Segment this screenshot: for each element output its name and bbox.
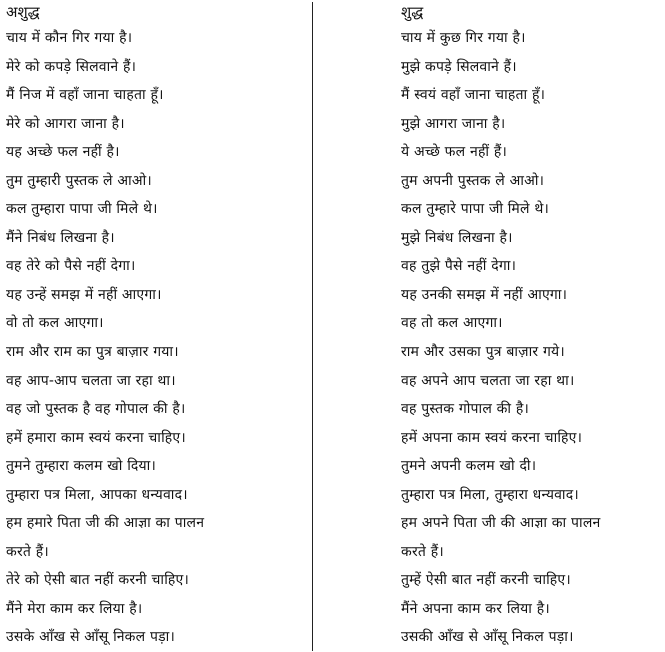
sentence-line: मैं निज में वहाँ जाना चाहता हूँ। [6,87,164,104]
correct-heading: शुद्ध [401,3,424,21]
sentence-line: हम अपने पिता जी की आज्ञा का पालन [401,515,601,532]
incorrect-heading: अशुद्ध [6,3,40,21]
sentence-line: वो तो कल आएगा। [6,315,104,332]
sentence-line: मुझे निबंध लिखना है। [401,229,513,246]
sentence-line: मैंने निबंध लिखना है। [6,229,115,246]
sentence-line: तुम्हें ऐसी बात नहीं करनी चाहिए। [401,572,571,589]
correct-column [401,0,663,652]
sentence-line: तुम्हारा पत्र मिला, आपका धन्यवाद। [6,486,188,503]
incorrect-column [6,0,306,652]
sentence-line: उसकी आँख से आँसू निकल पड़ा। [401,629,574,646]
sentence-line: कल तुम्हारा पापा जी मिले थे। [6,201,158,218]
sentence-line: मेरे को आगरा जाना है। [6,115,125,132]
sentence-line: वह तेरे को पैसे नहीं देगा। [6,258,136,275]
sentence-line: वह अपने आप चलता जा रहा था। [401,372,575,389]
sentence-line: उसके आँख से आँसू निकल पड़ा। [6,629,175,646]
correct-list [401,24,663,652]
sentence-line: राम और राम का पुत्र बाज़ार गया। [6,344,179,361]
sentence-line: चाय में कुछ गिर गया है। [401,30,526,46]
sentence-line: तेरे को ऐसी बात नहीं करनी चाहिए। [6,572,189,589]
sentence-line: ये अच्छे फल नहीं हैं। [401,144,508,161]
column-divider [312,2,313,651]
sentence-line: मेरे को कपड़े सिलवाने हैं। [6,58,137,75]
sentence-line: हम हमारे पिता जी की आज्ञा का पालन [6,515,205,532]
sentence-line: यह अच्छे फल नहीं है। [6,144,120,161]
sentence-line: वह तो कल आएगा। [401,315,503,332]
sentence-line: करते हैं। [401,543,444,560]
sentence-line: मैंने अपना काम कर लिया है। [401,600,550,617]
sentence-line: मुझे आगरा जाना है। [401,115,506,132]
sentence-line: वह आप-आप चलता जा रहा था। [6,372,176,389]
sentence-line: मुझे कपड़े सिलवाने हैं। [401,58,517,75]
sentence-line: मैं स्वयं वहाँ जाना चाहता हूँ। [401,87,546,104]
sentence-line: तुम्हारा पत्र मिला, तुम्हारा धन्यवाद। [401,486,579,503]
sentence-line: राम और उसका पुत्र बाज़ार गये। [401,344,565,361]
sentence-line: चाय में कौन गिर गया है। [6,30,133,46]
sentence-line: तुमने तुम्हारा कलम खो दिया। [6,458,156,475]
sentence-line: हमें हमारा काम स्वयं करना चाहिए। [6,429,186,446]
sentence-line: करते हैं। [6,543,49,560]
incorrect-list [6,24,306,652]
sentence-line: तुमने अपनी कलम खो दी। [401,458,537,475]
sentence-line: यह उनकी समझ में नहीं आएगा। [401,286,568,303]
sentence-line: मैंने मेरा काम कर लिया है। [6,600,143,617]
sentence-line: यह उन्हें समझ में नहीं आएगा। [6,286,162,303]
sentence-line: हमें अपना काम स्वयं करना चाहिए। [401,429,583,446]
sentence-line: वह तुझे पैसे नहीं देगा। [401,258,517,275]
sentence-line: तुम अपनी पुस्तक ले आओ। [401,172,545,189]
sentence-line: कल तुम्हारे पापा जी मिले थे। [401,201,550,218]
sentence-line: वह पुस्तक गोपाल की है। [401,401,530,418]
sentence-line: वह जो पुस्तक है वह गोपाल की है। [6,401,186,418]
sentence-line: तुम तुम्हारी पुस्तक ले आओ। [6,172,152,189]
